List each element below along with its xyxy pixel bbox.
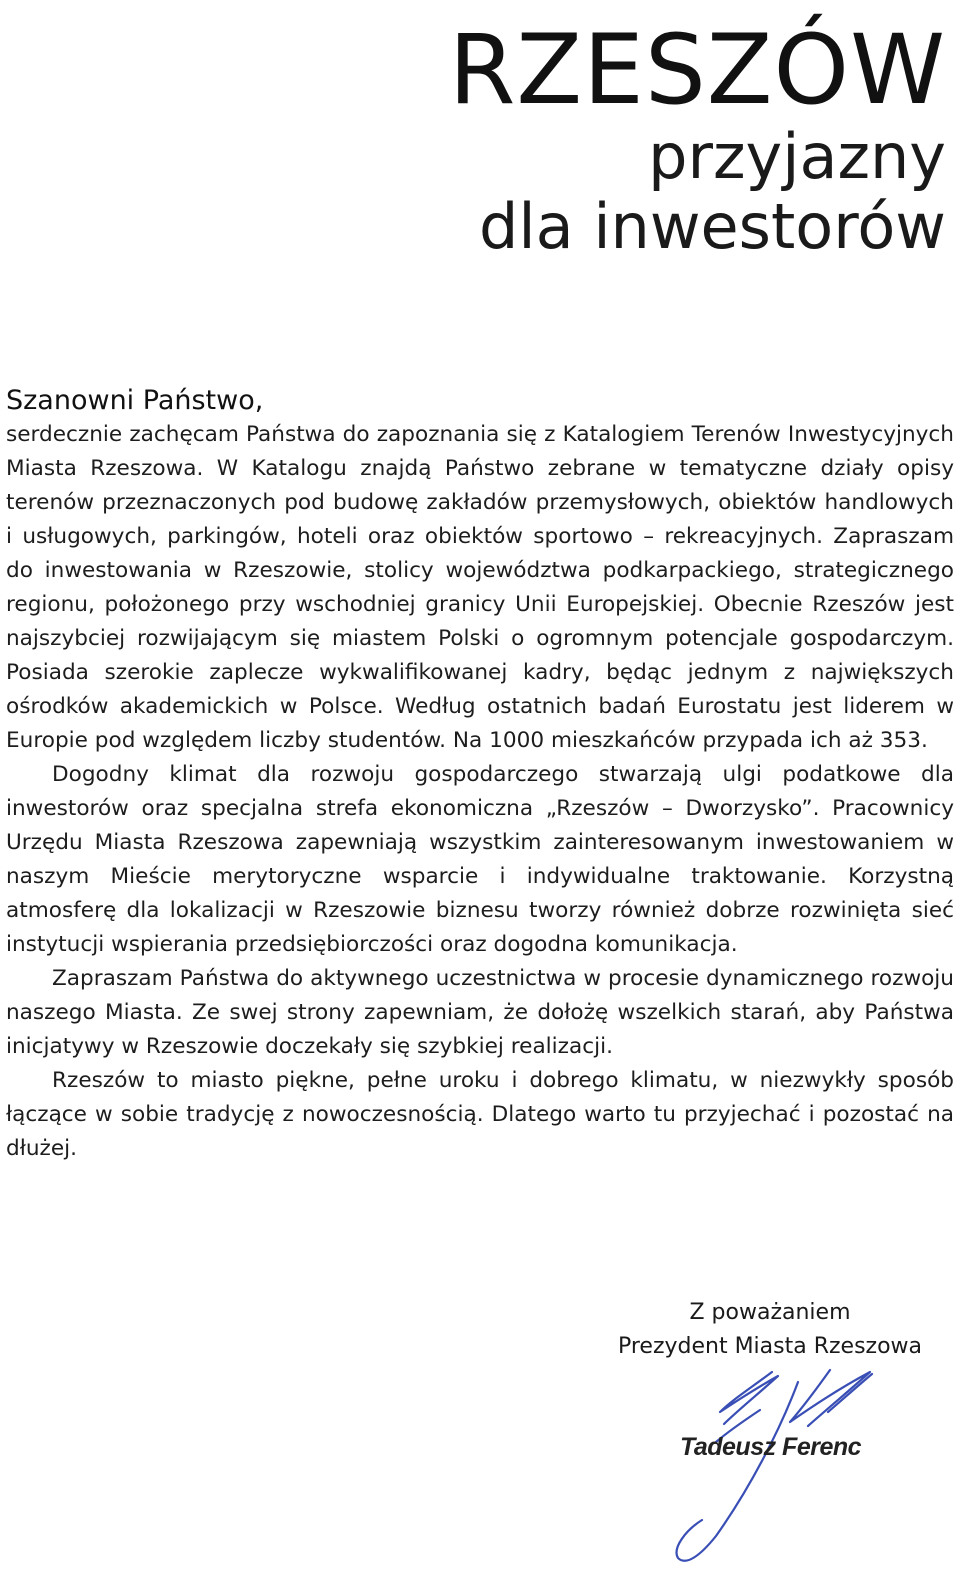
page-subtitle-line-2: dla inwestorów bbox=[479, 190, 946, 263]
closing-greeting: Z poważaniem bbox=[689, 1300, 851, 1325]
letter-paragraph: Dogodny klimat dla rozwoju gospodarczego stwarzają ulgi podatkowe dla inwestorów oraz specjalna strefa ekonomiczna „Rzeszów – Dworzysko”. Pracownicy Urzędu Miasta Rzeszowa zapewniają wszystkim zainteresowanym inwestowaniem w naszym Mieście merytoryczne wsparcie i indywidualne traktowanie. Korzystną atmosferę dla lokalizacji w Rzeszowie biznesu tworzy również dobrze rozwinięta sieć instytucji wspierania przedsiębiorczości oraz dogodna komunikacja. bbox=[6, 762, 954, 957]
letter-paragraph: serdecznie zachęcam Państwa do zapoznania się z Katalogiem Terenów Inwestycyjnych Miasta Rzeszowa. W Katalogu znajdą Państwo zebrane w tematyczne działy opisy terenów przeznaczonych pod budowę zakładów przemysłowych, obiektów handlowych i usługowych, parkingów, hoteli oraz obiektów sportowo – rekreacyjnych. Zapraszam do inwestowania w Rzeszowie, stolicy województwa podkarpackiego, strategicznego regionu, położonego przy wschodniej granicy Unii Europejskiej. Obecnie Rzeszów jest najszybciej rozwijającym się miastem Polski o ogromnym potencjale gospodarczym. Posiada szerokie zaplecze wykwalifikowanej kadry, będąc jednym z największych ośrodków akademickich w Polsce. Według ostatnich badań Eurostatu jest liderem w Europie pod względem liczby studentów. Na 1000 mieszkańców przypada ich aż 353. bbox=[6, 422, 954, 753]
letter-salutation: Szanowni Państwo, bbox=[6, 385, 264, 416]
closing-title: Prezydent Miasta Rzeszowa bbox=[617, 1334, 923, 1359]
signature-icon bbox=[620, 1360, 920, 1570]
page-title: RZESZÓW bbox=[448, 14, 946, 126]
signatory-name: Tadeusz Ferenc bbox=[680, 1433, 862, 1461]
letter-paragraph: Zapraszam Państwa do aktywnego uczestnictwa w procesie dynamicznego rozwoju naszego Miasta. Ze swej strony zapewniam, że dołożę wszelkich starań, aby Państwa inicjatywy w Rzeszowie doczekały się szybkiej realizacji. bbox=[6, 966, 954, 1059]
letter-closing bbox=[605, 1296, 935, 1364]
handwritten-signature bbox=[620, 1360, 920, 1570]
page-title-block bbox=[448, 14, 946, 263]
page-subtitle-line-1: przyjazny bbox=[648, 120, 946, 193]
letter-body bbox=[6, 418, 954, 1166]
letter-paragraph: Rzeszów to miasto piękne, pełne uroku i dobrego klimatu, w niezwykły sposób łączące w sobie tradycję z nowoczesnością. Dlatego warto tu przyjechać i pozostać na dłużej. bbox=[6, 1068, 954, 1161]
